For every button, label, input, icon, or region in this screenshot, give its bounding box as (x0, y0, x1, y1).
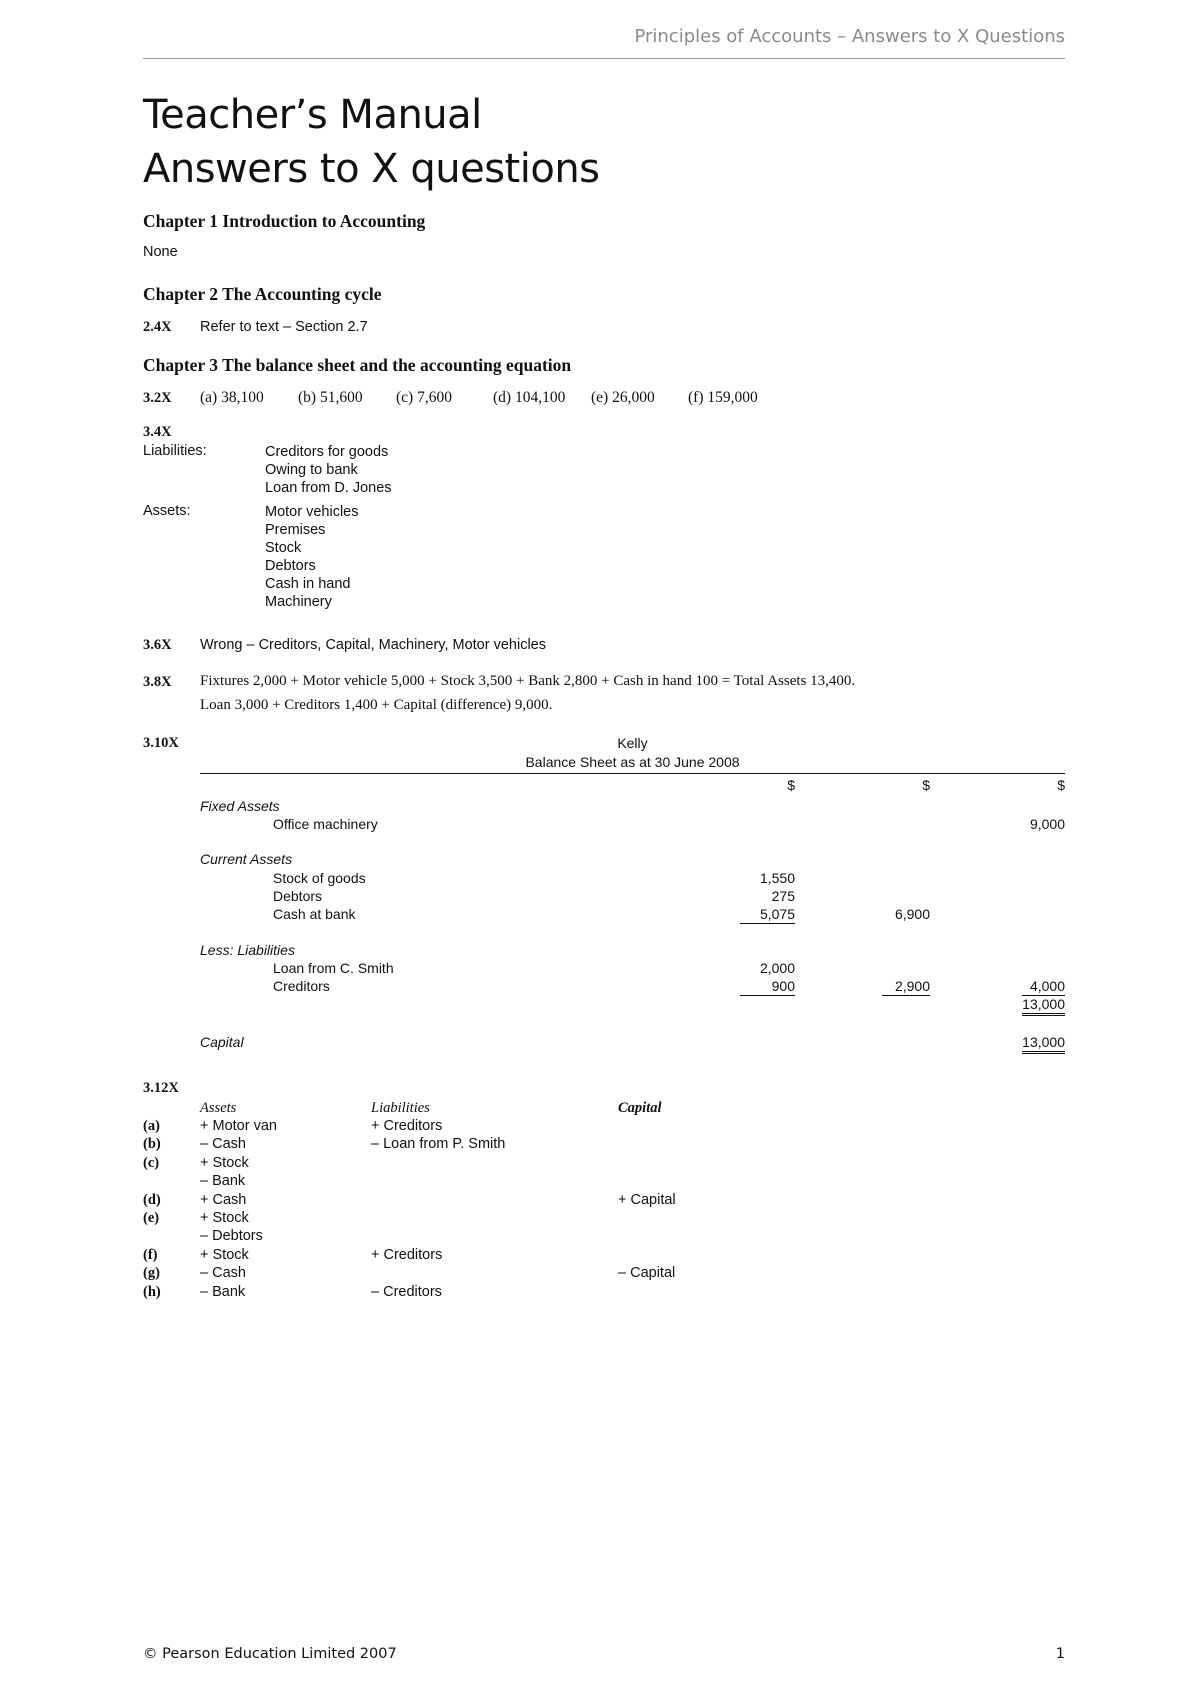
liabilities-total: 2,900 (882, 978, 930, 996)
column-capital: Capital (618, 1100, 662, 1116)
stock-label: Stock of goods (273, 870, 366, 886)
answer-3-2x-d: (d) 104,100 (493, 389, 566, 406)
capital-value: 13,000 (1022, 1034, 1065, 1054)
chapter-1-body: None (143, 244, 178, 260)
list-item: Cash in hand (265, 576, 351, 592)
liabilities-list (265, 443, 392, 497)
row-label: (g) (143, 1265, 160, 1281)
currency-col-3: $ (1057, 777, 1065, 793)
answer-3-2x-f: (f) 159,000 (688, 389, 758, 406)
cash-label: Cash at bank (273, 906, 356, 922)
footer-page-number: 1 (1055, 1646, 1065, 1662)
question-2-4x-answer: Refer to text – Section 2.7 (200, 319, 368, 335)
row-assets: – Cash (200, 1265, 246, 1281)
row-assets: + Stock (200, 1210, 249, 1226)
office-machinery-value: 9,000 (1029, 816, 1065, 832)
total-value: 13,000 (1022, 996, 1065, 1016)
row-label: (f) (143, 1247, 158, 1263)
question-3-8x-number: 3.8X (143, 674, 172, 690)
cash-value: 5,075 (740, 906, 795, 924)
question-3-10x-number: 3.10X (143, 735, 179, 751)
assets-list (265, 503, 358, 611)
liabilities-label: Liabilities: (143, 443, 207, 459)
balance-sheet-rule (200, 773, 1065, 774)
row-assets: + Motor van (200, 1118, 277, 1134)
answer-3-2x-a: (a) 38,100 (200, 389, 264, 406)
question-3-8x-line-1: Fixtures 2,000 + Motor vehicle 5,000 + Stock 3,500 + Bank 2,800 + Cash in hand 100 = Total Assets 13,400. (200, 673, 856, 689)
chapter-2-heading: Chapter 2 The Accounting cycle (143, 284, 382, 304)
debtors-value: 275 (771, 888, 795, 904)
row-label: (c) (143, 1155, 160, 1171)
list-item: Premises (265, 522, 326, 538)
loan-label: Loan from C. Smith (273, 960, 394, 976)
row-liabilities: + Creditors (371, 1118, 443, 1134)
row-label: (a) (143, 1118, 160, 1134)
answer-3-2x-b: (b) 51,600 (298, 389, 363, 406)
question-3-6x-answer: Wrong – Creditors, Capital, Machinery, Motor vehicles (200, 637, 546, 653)
list-item: Owing to bank (265, 462, 358, 478)
row-assets: + Stock (200, 1247, 249, 1263)
list-item: Motor vehicles (265, 504, 359, 520)
list-item: Machinery (265, 594, 332, 610)
page (143, 0, 1065, 1696)
list-item: Creditors for goods (265, 444, 389, 460)
currency-col-2: $ (922, 777, 930, 793)
creditors-value: 900 (740, 978, 795, 996)
row-label: (e) (143, 1210, 160, 1226)
current-assets-label: Current Assets (200, 851, 293, 867)
answer-3-2x-e: (e) 26,000 (591, 389, 655, 406)
footer-copyright: © Pearson Education Limited 2007 (143, 1646, 397, 1662)
row-liabilities: – Creditors (371, 1284, 442, 1300)
question-3-12x-number: 3.12X (143, 1080, 179, 1096)
row-capital: – Capital (618, 1265, 676, 1281)
title-line-1: Teacher’s Manual (143, 92, 482, 138)
office-machinery-label: Office machinery (273, 816, 378, 832)
title-line-2: Answers to X questions (143, 146, 600, 192)
question-2-4x-number: 2.4X (143, 319, 172, 335)
row-capital: + Capital (618, 1192, 676, 1208)
list-item: Loan from D. Jones (265, 480, 392, 496)
question-3-2x-number: 3.2X (143, 390, 172, 406)
row-liabilities: + Creditors (371, 1247, 443, 1263)
row-label: (h) (143, 1284, 161, 1300)
loan-value: 2,000 (759, 960, 795, 976)
stock-value: 1,550 (759, 870, 795, 886)
creditors-label: Creditors (273, 978, 330, 994)
fixed-assets-label: Fixed Assets (200, 798, 280, 814)
balance-sheet-subtitle: Balance Sheet as at 30 June 2008 (525, 754, 740, 770)
row-assets: + Cash (200, 1192, 247, 1208)
column-liabilities: Liabilities (371, 1100, 430, 1116)
chapter-3-heading: Chapter 3 The balance sheet and the accounting equation (143, 355, 572, 375)
debtors-label: Debtors (273, 888, 323, 904)
balance-sheet-name: Kelly (617, 735, 648, 751)
assets-label: Assets: (143, 503, 191, 519)
row-label: (b) (143, 1136, 161, 1152)
row-assets: – Bank (200, 1173, 246, 1189)
question-3-8x-line-2: Loan 3,000 + Creditors 1,400 + Capital (difference) 9,000. (200, 697, 553, 713)
column-assets: Assets (200, 1100, 237, 1116)
list-item: Stock (265, 540, 302, 556)
row-assets: + Stock (200, 1155, 249, 1171)
list-item: Debtors (265, 558, 316, 574)
liabilities-heading: Less: Liabilities (200, 942, 295, 958)
net-current-assets: 4,000 (1022, 978, 1065, 996)
header-rule (143, 58, 1065, 59)
row-assets: – Debtors (200, 1228, 263, 1244)
currency-col-1: $ (787, 777, 795, 793)
capital-label: Capital (200, 1034, 244, 1050)
row-liabilities: – Loan from P. Smith (371, 1136, 506, 1152)
question-3-4x-number: 3.4X (143, 424, 172, 440)
running-header: Principles of Accounts – Answers to X Questions (634, 26, 1065, 47)
row-assets: – Bank (200, 1284, 246, 1300)
row-label: (d) (143, 1192, 161, 1208)
chapter-1-heading: Chapter 1 Introduction to Accounting (143, 211, 426, 231)
row-assets: – Cash (200, 1136, 246, 1152)
question-3-6x-number: 3.6X (143, 637, 172, 653)
current-assets-total: 6,900 (894, 906, 930, 922)
answer-3-2x-c: (c) 7,600 (396, 389, 452, 406)
